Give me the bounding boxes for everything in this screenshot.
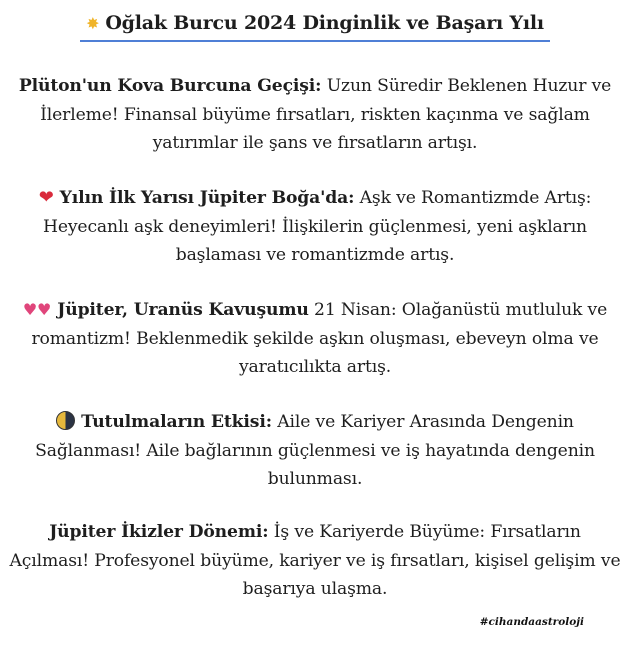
section-pluto (8, 72, 622, 158)
section-body: Uzun Süredir Beklenen Huzur ve İlerleme! Finansal büyüme fırsatları, riskten kaçınma ve sağlam yatırımlar ile şans ve fırsatların artışı. (40, 76, 612, 153)
page-title (80, 8, 550, 42)
two-hearts-icon: ♥♥ (22, 300, 52, 319)
title-container (0, 8, 630, 42)
section-body: İş ve Kariyerde Büyüme: Fırsatların Açılması! Profesyonel büyüme, kariyer ve iş fırsatları, kişisel gelişim ve başarıya ulaşma. (9, 522, 621, 599)
section-heading: Yılın İlk Yarısı Jüpiter Boğa'da: (59, 188, 355, 208)
section-heading: Jüpiter, Uranüs Kavuşumu (57, 300, 309, 320)
section-body: Aile ve Kariyer Arasında Dengenin Sağlanması! Aile bağlarının güçlenmesi ve iş hayatında dengenin bulunması. (35, 412, 595, 489)
section-jupiter-uranus (8, 296, 622, 382)
section-jupiter-gemini (8, 518, 622, 604)
footer-handle: #cihandaastroloji (479, 616, 584, 628)
red-heart-icon: ❤ (38, 187, 54, 208)
section-heading: Plüton'un Kova Burcuna Geçişi: (18, 76, 322, 96)
section-heading: Jüpiter İkizler Dönemi: (49, 522, 269, 542)
section-body: 21 Nisan: Olağanüstü mutluluk ve romantizm! Beklenmedik şekilde aşkın oluşması, ebeveyn olma ve yaratıcılıkta artış. (31, 300, 608, 377)
title-text: Oğlak Burcu 2024 Dinginlik ve Başarı Yılı (105, 12, 544, 34)
section-jupiter-taurus (8, 184, 622, 270)
half-moon-icon (56, 411, 75, 430)
section-heading: Tutulmaların Etkisi: (81, 412, 272, 432)
sparkle-star-icon: ✸ (86, 14, 100, 33)
section-eclipses (8, 408, 622, 494)
section-body: Aşk ve Romantizmde Artış: Heyecanlı aşk deneyimleri! İlişkilerin güçlenmesi, yeni aşkların başlaması ve romantizmde artış. (43, 188, 592, 265)
